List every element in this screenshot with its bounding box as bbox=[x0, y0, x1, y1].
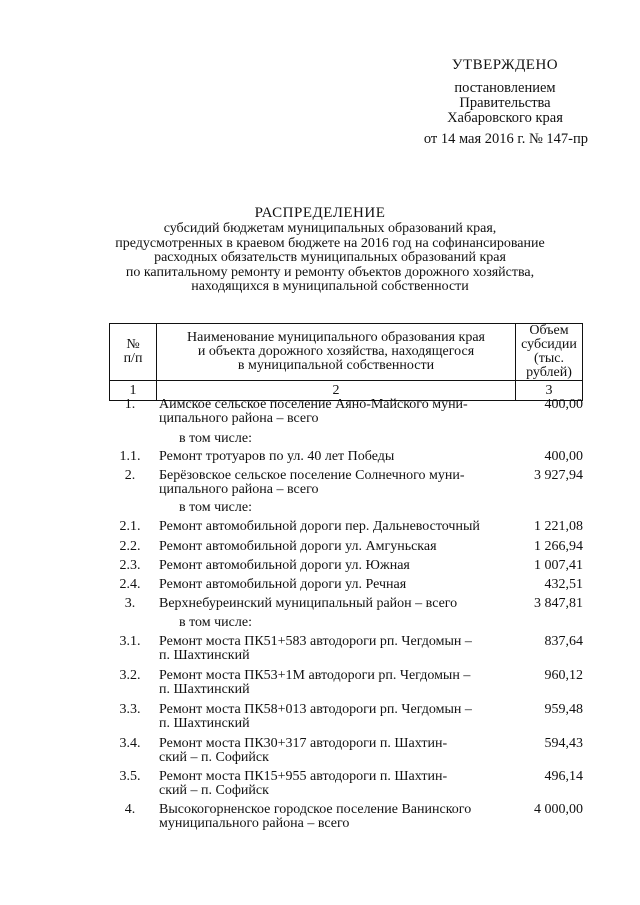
row-value: 4 000,00 bbox=[534, 802, 583, 817]
row-name-line: Ремонт автомобильной дороги ул. Амгуньская bbox=[159, 539, 437, 554]
row-name bbox=[159, 737, 509, 764]
row-name-line: Берёзовское сельское поселение Солнечного муни- bbox=[159, 468, 465, 483]
row-value: 432,51 bbox=[544, 577, 583, 592]
row-number: 2. bbox=[124, 468, 136, 483]
row-value: 1 007,41 bbox=[534, 558, 583, 573]
row-value: 1 266,94 bbox=[534, 539, 583, 554]
header-name: Наименование муниципального образования края и объекта дорожного хозяйства, находящегося в муниципальной собственности bbox=[157, 324, 516, 381]
row-name bbox=[159, 520, 509, 534]
row-name-line: в том числе: bbox=[179, 615, 252, 630]
column-number: 3 bbox=[516, 381, 583, 401]
row-value: 1 221,08 bbox=[534, 519, 583, 534]
row-name-line: Аимское сельское поселение Аяно-Майского муни- bbox=[159, 397, 468, 412]
approval-title: УТВЕРЖДЕНО bbox=[451, 57, 559, 73]
row-number: 3. bbox=[124, 596, 136, 611]
row-name-line: ский – п. Софийск bbox=[159, 749, 269, 765]
subtitle-line: по капитальному ремонту и ремонту объектов дорожного хозяйства, bbox=[125, 264, 535, 280]
row-number: 2.1. bbox=[119, 519, 141, 534]
row-name-line: Ремонт тротуаров по ул. 40 лет Победы bbox=[159, 449, 395, 464]
column-number: 1 bbox=[110, 381, 157, 401]
row-number: 3.3. bbox=[119, 702, 141, 717]
row-value: 3 927,94 bbox=[534, 468, 583, 483]
row-name bbox=[159, 597, 509, 611]
row-number: 1. bbox=[124, 397, 136, 412]
row-number: 3.4. bbox=[119, 736, 141, 751]
row-value: 960,12 bbox=[544, 668, 583, 683]
row-value: 400,00 bbox=[544, 397, 583, 412]
row-number: 4. bbox=[124, 802, 136, 817]
row-name bbox=[179, 432, 529, 446]
row-name-line: Ремонт автомобильной дороги пер. Дальневосточный bbox=[159, 519, 480, 534]
row-name-line: п. Шахтинский bbox=[159, 681, 250, 697]
row-name-line: Ремонт автомобильной дороги ул. Южная bbox=[159, 558, 410, 573]
row-name-line: п. Шахтинский bbox=[159, 647, 250, 663]
row-name-line: Ремонт моста ПК58+013 автодороги рп. Чегдомын – bbox=[159, 702, 472, 717]
approval-stamp bbox=[400, 58, 610, 147]
approval-line: Правительства bbox=[459, 95, 551, 111]
row-number: 1.1. bbox=[119, 449, 141, 464]
row-name-line: Ремонт моста ПК53+1М автодороги рп. Чегдомын – bbox=[159, 668, 471, 683]
row-name bbox=[159, 703, 509, 730]
row-value: 400,00 bbox=[544, 449, 583, 464]
row-name-line: в том числе: bbox=[179, 431, 252, 446]
row-name bbox=[159, 770, 509, 797]
row-name-line: ципального района – всего bbox=[159, 481, 319, 497]
row-name bbox=[159, 559, 509, 573]
row-value: 594,43 bbox=[544, 736, 583, 751]
row-name bbox=[179, 501, 529, 515]
row-name-line: ский – п. Софийск bbox=[159, 782, 269, 798]
row-name-line: муниципального района – всего bbox=[159, 815, 350, 831]
header-num: № п/п bbox=[110, 324, 157, 381]
row-name-line: Ремонт моста ПК51+583 автодороги рп. Чегдомын – bbox=[159, 634, 472, 649]
row-name-line: в том числе: bbox=[179, 500, 252, 515]
row-value: 959,48 bbox=[544, 702, 583, 717]
row-number: 3.2. bbox=[119, 668, 141, 683]
subtitle-line: субсидий бюджетам муниципальных образований края, bbox=[163, 221, 497, 236]
row-number: 3.1. bbox=[119, 634, 141, 649]
row-name bbox=[159, 469, 509, 496]
row-name bbox=[159, 398, 509, 425]
document-subtitle bbox=[100, 222, 560, 295]
approval-line: постановлением bbox=[454, 80, 556, 96]
row-name-line: ципального района – всего bbox=[159, 410, 319, 426]
row-name-line: Верхнебуреинский муниципальный район – всего bbox=[159, 596, 458, 611]
approval-date: от 14 мая 2016 г. № 147-пр bbox=[423, 131, 588, 147]
subtitle-line: расходных обязательств муниципальных образований края bbox=[154, 250, 506, 265]
table-header bbox=[109, 323, 583, 401]
row-number: 2.4. bbox=[119, 577, 141, 592]
subtitle-line: предусмотренных в краевом бюджете на 2016 год на софинансирование bbox=[115, 235, 545, 251]
row-name bbox=[159, 540, 509, 554]
row-number: 2.3. bbox=[119, 558, 141, 573]
header-value: Объем субсидии (тыс. рублей) bbox=[516, 324, 583, 381]
row-value: 3 847,81 bbox=[534, 596, 583, 611]
row-name-line: Ремонт моста ПК15+955 автодороги п. Шахтин- bbox=[159, 769, 448, 784]
column-number: 2 bbox=[157, 381, 516, 401]
row-number: 2.2. bbox=[119, 539, 141, 554]
document-title: РАСПРЕДЕЛЕНИЕ bbox=[254, 205, 386, 221]
row-name-line: Высокогорненское городское поселение Ванинского bbox=[159, 802, 472, 817]
row-name bbox=[159, 578, 509, 592]
row-name bbox=[159, 450, 509, 464]
row-name-line: п. Шахтинский bbox=[159, 715, 250, 731]
approval-line: Хабаровского края bbox=[447, 110, 563, 126]
row-number: 3.5. bbox=[119, 769, 141, 784]
row-name-line: Ремонт моста ПК30+317 автодороги п. Шахтин- bbox=[159, 736, 448, 751]
row-value: 496,14 bbox=[544, 769, 583, 784]
row-name-line: Ремонт автомобильной дороги ул. Речная bbox=[159, 577, 407, 592]
row-name bbox=[179, 616, 529, 630]
row-name bbox=[159, 635, 509, 662]
row-name bbox=[159, 803, 509, 830]
row-value: 837,64 bbox=[544, 634, 583, 649]
subtitle-line: находящихся в муниципальной собственности bbox=[191, 279, 469, 294]
row-name bbox=[159, 669, 509, 696]
